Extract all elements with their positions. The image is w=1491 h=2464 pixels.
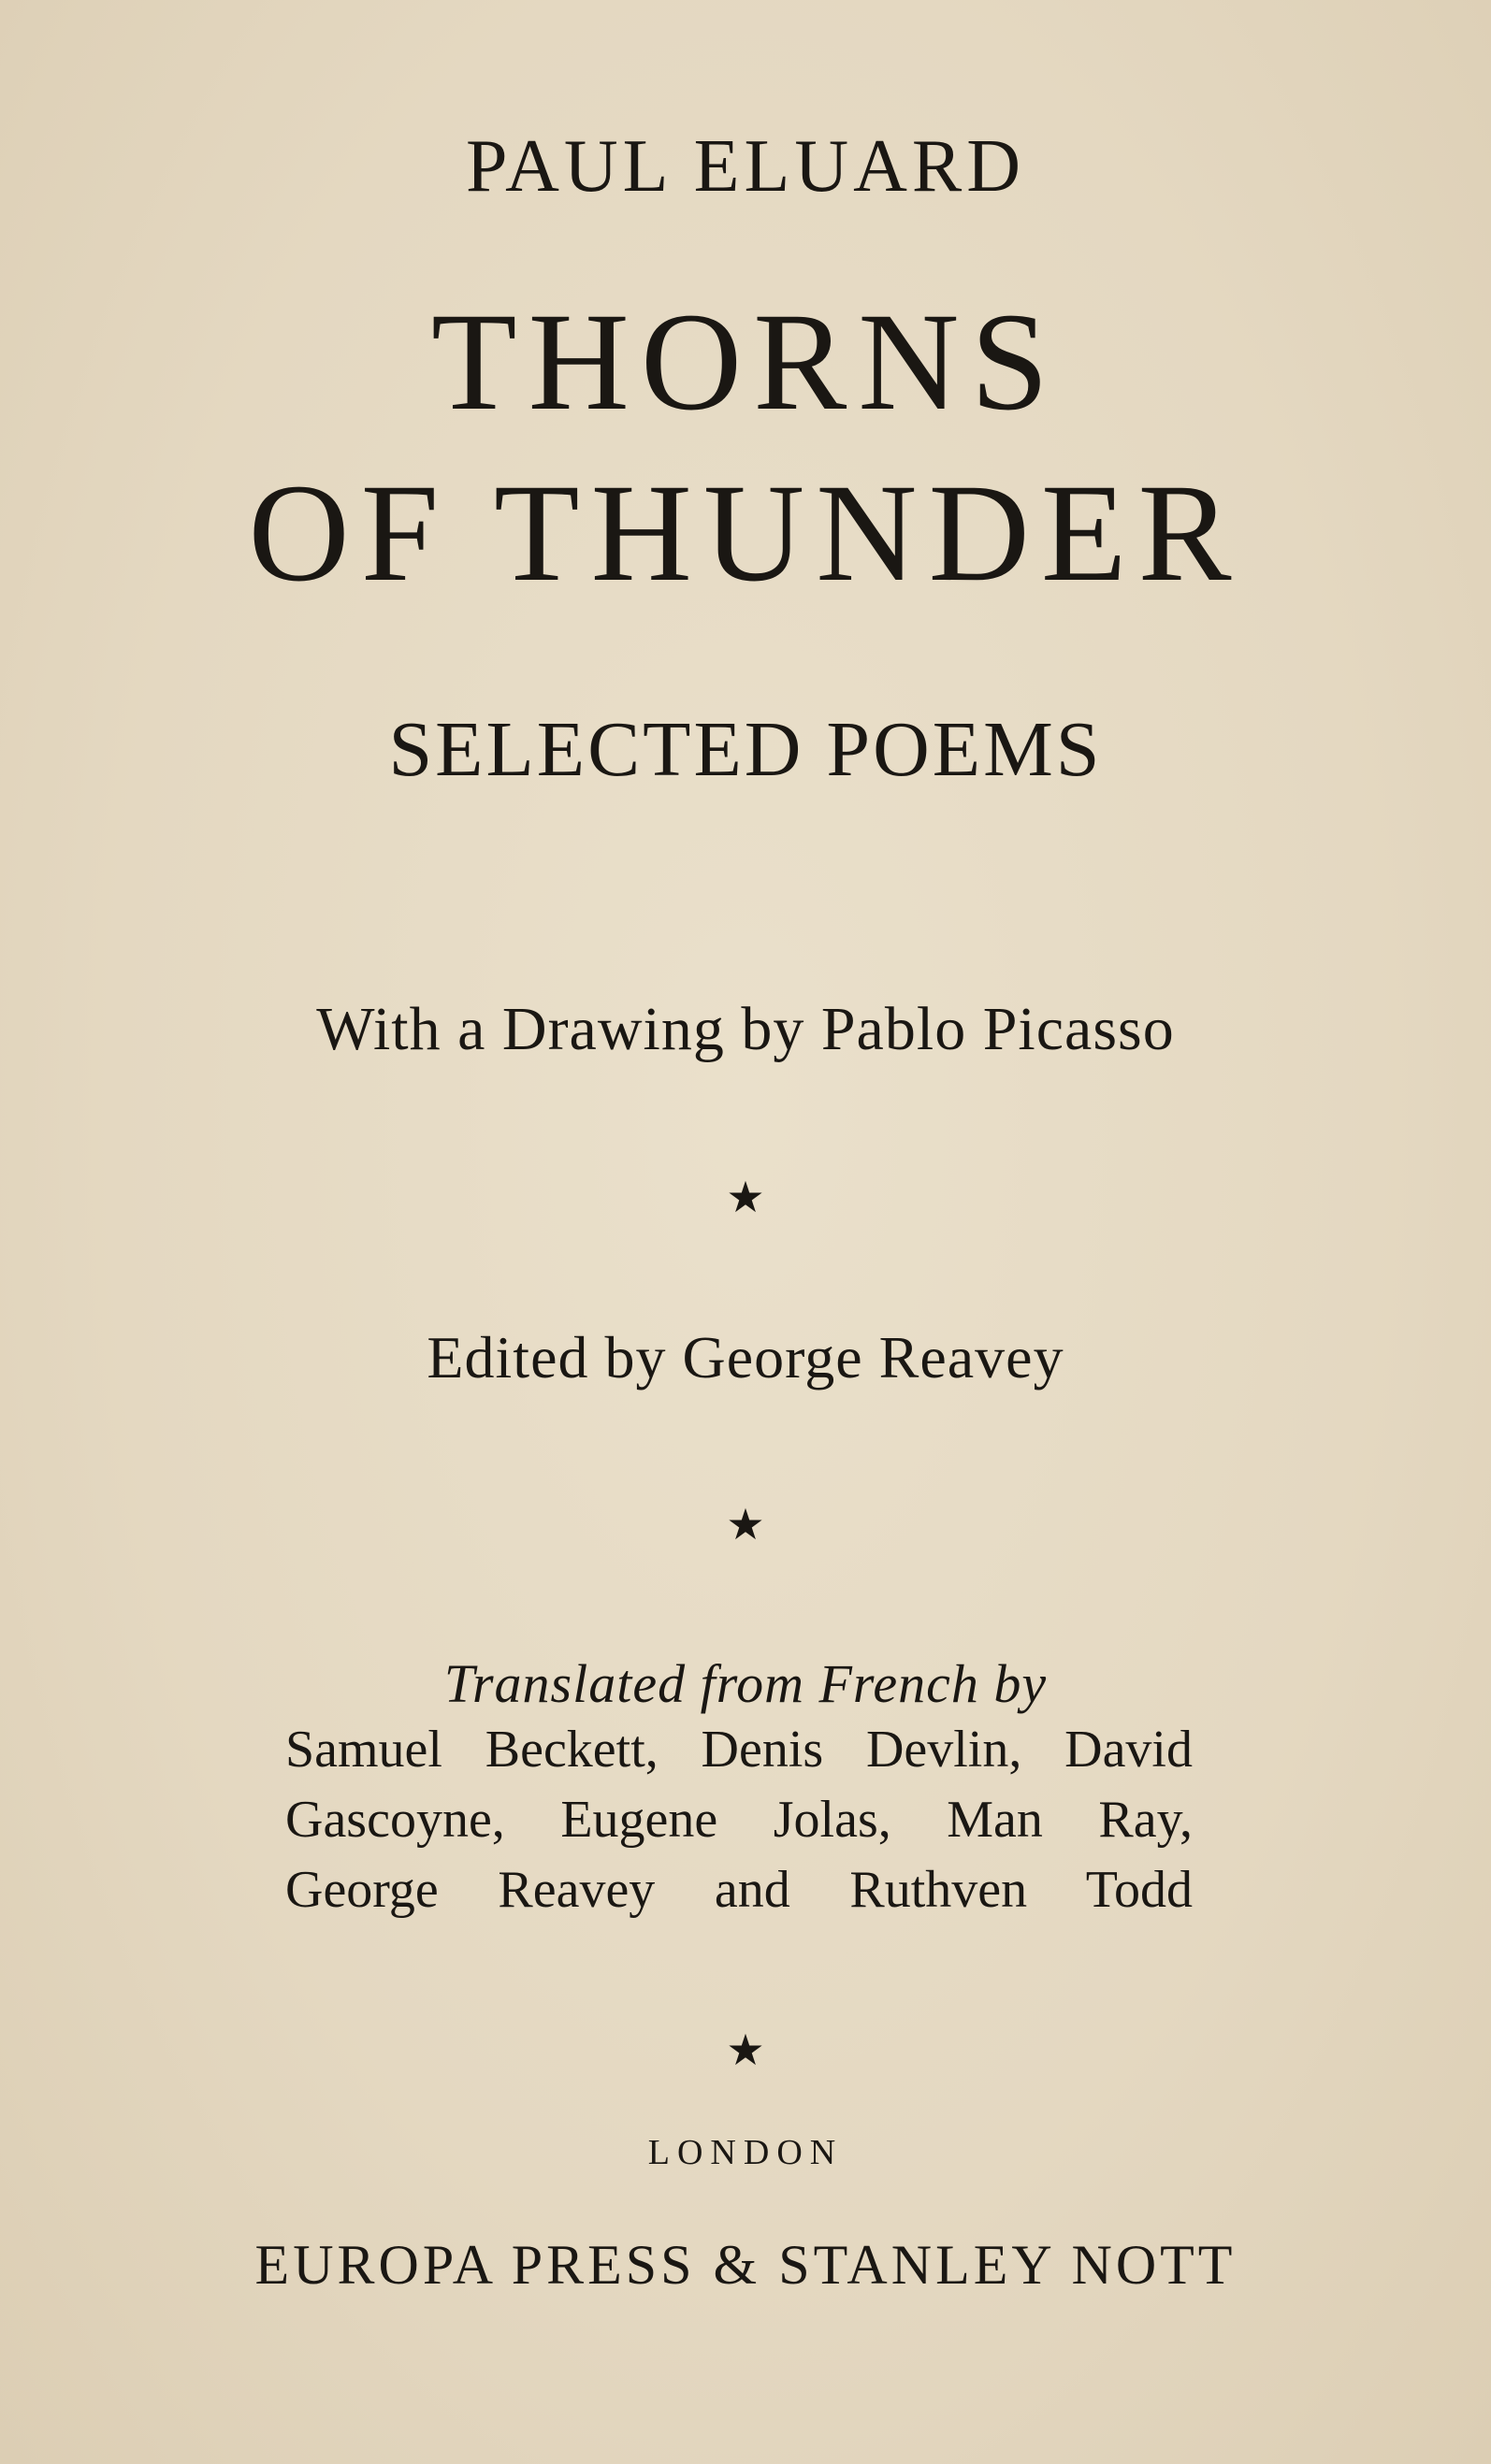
book-title-line-1: THORNS [430,284,1061,439]
translation-label: Translated from French by [443,1653,1048,1714]
drawing-credit: With a Drawing by Pablo Picasso [316,995,1175,1063]
star-ornament-icon: ★ [726,1501,765,1549]
translators-line-2: Gascoyne, Eugene Jolas, Man Ray, [285,1791,1193,1849]
star-ornament-icon: ★ [726,2026,765,2074]
translators-line-1: Samuel Beckett, Denis Devlin, David [285,1721,1193,1779]
book-title-line-2: OF THUNDER [248,455,1243,611]
translators-line-3: George Reavey and Ruthven Todd [285,1861,1193,1919]
editor-credit: Edited by George Reavey [427,1324,1064,1391]
imprint-publisher: EUROPA PRESS & STANLEY NOTT [254,2234,1237,2296]
book-subtitle: SELECTED POEMS [388,706,1103,793]
star-ornament-icon: ★ [726,1174,765,1221]
author-name: PAUL ELUARD [465,125,1025,208]
imprint-city: LONDON [647,2133,844,2172]
